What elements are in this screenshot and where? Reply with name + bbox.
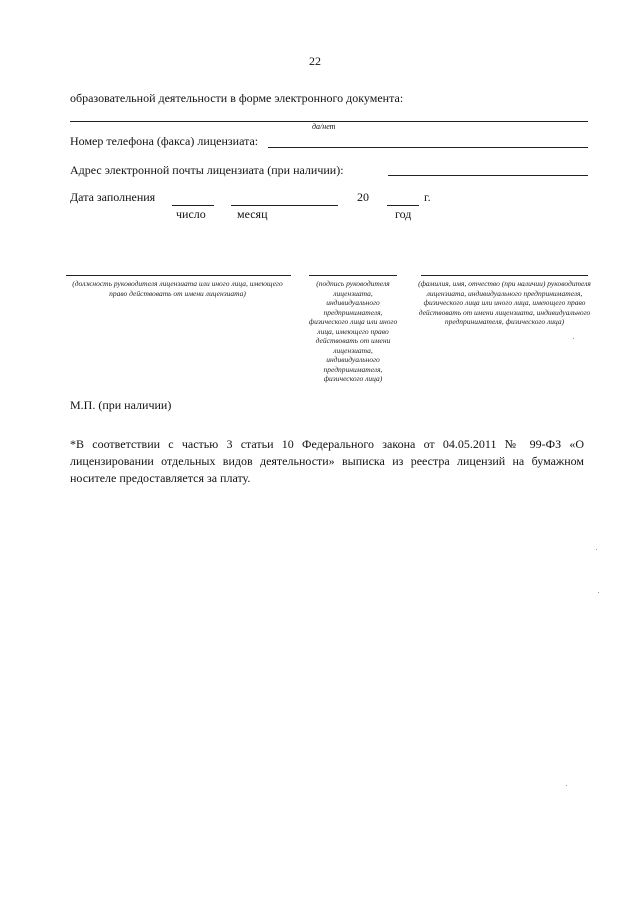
full-name-line	[421, 275, 588, 276]
phone-field-line	[268, 147, 588, 148]
footnote: *В соответствии с частью 3 статьи 10 Федерального закона от 04.05.2011 № 99-ФЗ «О лицензировании отдельных видов деятельности» выписка из реестра лицензий на бумажном носителе предоставляется за плату.	[70, 437, 584, 485]
email-field-line	[388, 175, 588, 176]
yes-no-hint: да/нет	[312, 122, 336, 131]
year-suffix: г.	[424, 190, 431, 204]
year-field-line	[387, 205, 419, 206]
email-label: Адрес электронной почты лицензиата (при наличии):	[70, 163, 344, 177]
full-name-caption: (фамилия, имя, отчество (при наличии) руководителя лицензиата, индивидуального предпринимателя, физического лица или иного лица, имеющего право действовать от имени лицензиата, индивидуального предпринимателя, физического лица)	[418, 279, 591, 326]
scan-speck	[573, 338, 574, 339]
year-caption: год	[395, 207, 412, 221]
phone-label: Номер телефона (факса) лицензиата:	[70, 134, 259, 148]
scan-speck	[598, 592, 599, 593]
signature-line	[309, 275, 397, 276]
date-label: Дата заполнения	[70, 190, 156, 204]
day-caption: число	[176, 207, 206, 221]
year-prefix: 20	[357, 190, 369, 204]
position-caption: (должность руководителя лицензиата или иного лица, имеющего право действовать от имени лицензиата)	[72, 279, 283, 298]
intro-text: образовательной деятельности в форме электронного документа:	[70, 91, 404, 105]
scan-speck	[596, 549, 597, 550]
stamp-label: М.П. (при наличии)	[70, 398, 172, 412]
page-number: 22	[309, 54, 321, 68]
signature-caption: (подпись руководителя лицензиата, индивидуального предпринимателя, физического лица или иного лица, имеющего право действовать от имени лицензиата, индивидуального предпринимателя, физического лица)	[308, 279, 398, 383]
day-field-line	[172, 205, 214, 206]
position-signature-line	[66, 275, 291, 276]
month-caption: месяц	[237, 207, 268, 221]
month-field-line	[231, 205, 338, 206]
scan-speck	[566, 785, 567, 786]
